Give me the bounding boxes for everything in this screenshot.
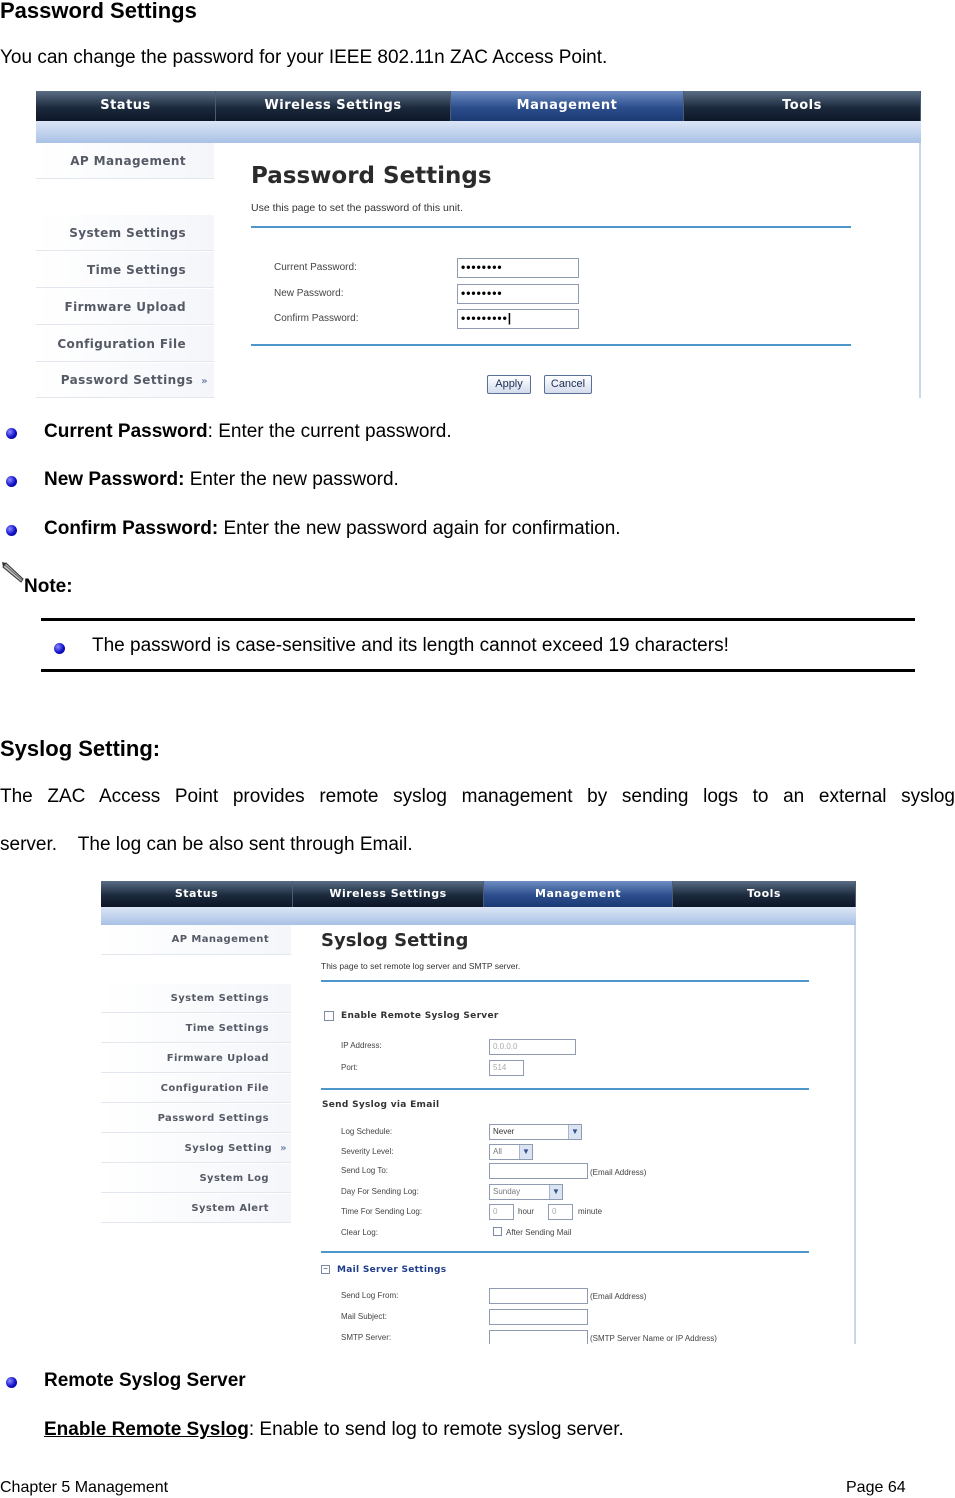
note-label: Note: [24, 576, 73, 597]
syslog-para-line1: The ZAC Access Point provides remote syslog management by sending logs to an external syslog [0, 786, 955, 807]
smtp-server-hint: (SMTP Server Name or IP Address) [590, 1334, 717, 1343]
sidebar [36, 143, 216, 398]
password-settings-screenshot [36, 91, 921, 398]
bullet-icon [6, 525, 17, 536]
apply-button[interactable]: Apply [487, 375, 531, 394]
clear-log-label: Clear Log: [341, 1228, 378, 1237]
intro-text: You can change the password for your IEEE 802.11n ZAC Access Point. [0, 47, 608, 68]
bullet-text: Enter the new password again for confirmation. [218, 518, 621, 539]
mail-subject-label: Mail Subject: [341, 1312, 387, 1321]
bullet-term: Current Password [44, 421, 208, 442]
sidebar-item-password-settings[interactable]: Password Settings [101, 1104, 291, 1133]
sidebar-item-time-settings[interactable]: Time Settings [36, 252, 214, 288]
enable-remote-syslog-term: Enable Remote Syslog [44, 1419, 249, 1440]
divider [321, 1088, 809, 1090]
send-log-to-hint: (Email Address) [590, 1168, 647, 1177]
severity-level-value: All [493, 1147, 502, 1156]
chevron-down-icon: ▼ [519, 1145, 532, 1159]
cancel-button[interactable]: Cancel [544, 375, 592, 394]
log-schedule-value: Never [493, 1127, 515, 1136]
tab-tools[interactable]: Tools [673, 881, 856, 907]
divider [251, 344, 851, 346]
smtp-server-label: SMTP Server: [341, 1333, 392, 1342]
severity-level-select[interactable] [489, 1144, 533, 1160]
enable-remote-syslog-label: Enable Remote Syslog Server [341, 1011, 499, 1021]
bullet-icon [6, 476, 17, 487]
sidebar-item-label: Syslog Setting [184, 1143, 273, 1154]
syslog-para-line2: server. The log can be also sent through Email. [0, 834, 413, 855]
sidebar-item-label: Password Settings [60, 373, 194, 387]
log-schedule-label: Log Schedule: [341, 1127, 393, 1136]
send-log-from-label: Send Log From: [341, 1291, 399, 1300]
log-schedule-select[interactable] [489, 1124, 582, 1140]
content-subtitle: This page to set remote log server and SMTP server. [321, 961, 521, 971]
send-syslog-email-label: Send Syslog via Email [322, 1100, 440, 1110]
day-sending-log-value: Sunday [493, 1187, 521, 1196]
port-label: Port: [341, 1063, 358, 1072]
day-sending-log-select[interactable] [489, 1184, 563, 1200]
smtp-server-input[interactable] [489, 1330, 588, 1344]
new-password-input[interactable]: •••••••• [457, 284, 579, 304]
bullet-text: Enter the new password. [184, 469, 399, 490]
time-sending-log-label: Time For Sending Log: [341, 1207, 423, 1216]
severity-level-label: Severity Level: [341, 1147, 394, 1156]
sidebar-item-password-settings[interactable] [36, 363, 214, 398]
tab-status[interactable]: Status [36, 91, 216, 121]
nav-bar [101, 881, 856, 907]
sidebar-item-firmware-upload[interactable]: Firmware Upload [36, 289, 214, 325]
syslog-settings-screenshot [101, 881, 856, 1344]
nav-bar [36, 91, 921, 121]
chevron-down-icon: ▼ [549, 1185, 562, 1199]
sidebar-item-time-settings[interactable]: Time Settings [101, 1014, 291, 1043]
bullet-confirm-password [44, 518, 621, 540]
hour-unit: hour [518, 1207, 535, 1216]
bullet-current-password [44, 421, 452, 443]
chevron-right-icon: » [280, 1143, 287, 1154]
new-password-label: New Password: [274, 288, 344, 299]
enable-remote-syslog-checkbox[interactable] [324, 1011, 334, 1021]
tab-tools[interactable]: Tools [684, 91, 921, 121]
sidebar [101, 925, 293, 1344]
sidebar-item-system-alert[interactable]: System Alert [101, 1194, 291, 1223]
send-log-to-input[interactable] [489, 1163, 588, 1179]
enable-remote-syslog-desc [44, 1419, 624, 1441]
sidebar-item-system-settings[interactable]: System Settings [101, 984, 291, 1013]
divider [251, 226, 851, 228]
sub-bar [36, 121, 921, 143]
sidebar-item-ap-management[interactable]: AP Management [101, 925, 291, 955]
enable-remote-syslog-text: : Enable to send log to remote syslog server. [248, 1419, 624, 1440]
syslog-heading: Syslog Setting: [0, 736, 161, 761]
send-log-from-hint: (Email Address) [590, 1292, 647, 1301]
tab-management[interactable]: Management [484, 881, 673, 907]
bullet-text: : Enter the current password. [207, 421, 452, 442]
sub-bar [101, 907, 856, 925]
bullet-icon [6, 428, 17, 439]
minute-unit: minute [578, 1207, 603, 1216]
collapse-icon[interactable]: − [321, 1265, 330, 1274]
bullet-icon [54, 643, 65, 654]
content-subtitle: Use this page to set the password of this unit. [251, 202, 463, 214]
footer-page-number: Page 64 [846, 1479, 906, 1496]
sidebar-item-configuration-file[interactable]: Configuration File [101, 1074, 291, 1103]
divider [321, 1251, 809, 1253]
note-bottom-rule [41, 669, 915, 672]
confirm-password-input[interactable]: •••••••••| [457, 309, 579, 329]
note-text: The password is case-sensitive and its length cannot exceed 19 characters! [92, 635, 729, 656]
bullet-icon [6, 1377, 17, 1388]
sidebar-item-system-log[interactable]: System Log [101, 1164, 291, 1193]
sidebar-item-system-settings[interactable]: System Settings [36, 215, 214, 251]
sidebar-item-configuration-file[interactable]: Configuration File [36, 326, 214, 362]
send-log-to-label: Send Log To: [341, 1166, 389, 1175]
mail-server-settings-label[interactable]: Mail Server Settings [337, 1265, 447, 1275]
sidebar-item-syslog-setting[interactable] [101, 1134, 291, 1163]
bullet-new-password [44, 469, 399, 491]
content-title: Syslog Setting [321, 930, 469, 951]
tab-management[interactable]: Management [451, 91, 684, 121]
note-top-rule [41, 618, 915, 621]
divider [321, 980, 809, 982]
tab-status[interactable]: Status [101, 881, 293, 907]
tab-wireless-settings[interactable]: Wireless Settings [216, 91, 451, 121]
current-password-input[interactable]: •••••••• [457, 258, 579, 278]
sidebar-item-ap-management[interactable]: AP Management [36, 143, 214, 179]
sidebar-item-firmware-upload[interactable]: Firmware Upload [101, 1044, 291, 1073]
bullet-term: New Password: [44, 469, 185, 490]
tab-wireless-settings[interactable]: Wireless Settings [293, 881, 484, 907]
minute-input[interactable]: 0 [548, 1204, 573, 1220]
bullet-term: Confirm Password: [44, 518, 219, 539]
page-title: Password Settings [0, 0, 197, 23]
send-log-from-input[interactable] [489, 1288, 588, 1304]
chevron-right-icon: » [201, 376, 208, 387]
after-sending-mail-label: After Sending Mail [506, 1228, 572, 1237]
hour-input[interactable]: 0 [489, 1204, 514, 1220]
chevron-down-icon: ▼ [568, 1125, 581, 1139]
ip-address-label: IP Address: [341, 1041, 382, 1050]
footer-chapter: Chapter 5 Management [0, 1479, 169, 1496]
ip-address-input[interactable]: 0.0.0.0 [489, 1039, 576, 1055]
port-input[interactable]: 514 [489, 1060, 524, 1076]
confirm-password-label: Confirm Password: [274, 313, 359, 324]
current-password-label: Current Password: [274, 262, 357, 273]
day-sending-log-label: Day For Sending Log: [341, 1187, 419, 1196]
mail-subject-input[interactable] [489, 1309, 588, 1325]
remote-syslog-heading: Remote Syslog Server [44, 1370, 246, 1391]
pencil-icon [1, 561, 25, 583]
content-title: Password Settings [251, 163, 492, 189]
after-sending-mail-checkbox[interactable] [493, 1227, 502, 1236]
